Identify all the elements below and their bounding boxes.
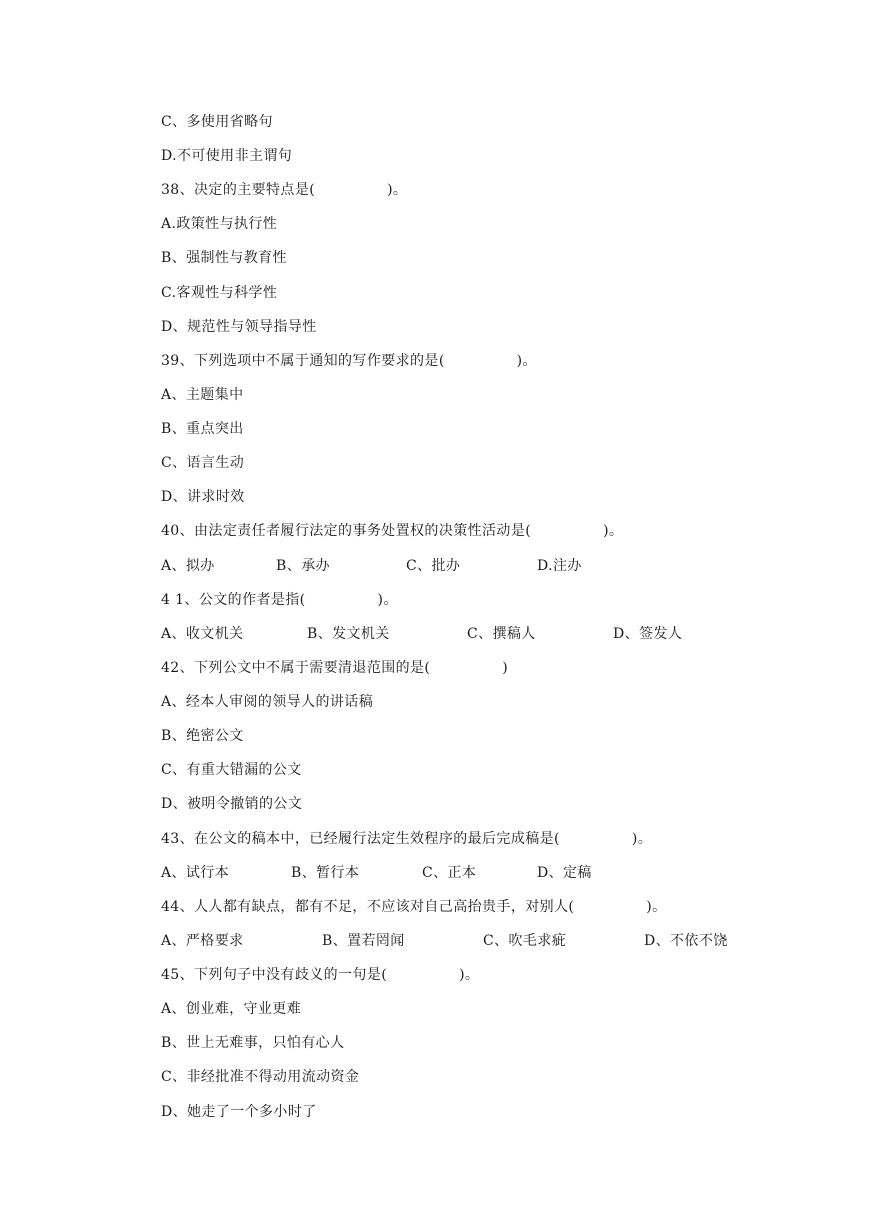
q38-option-b: B、强制性与教育性 — [161, 250, 287, 266]
q45-option-b: B、世上无难事，只怕有心人 — [161, 1035, 345, 1051]
q41-question: 4 1、公文的作者是指( )。 — [161, 592, 398, 608]
q43-option-b: B、暂行本 — [291, 865, 360, 881]
q39-option-b: B、重点突出 — [161, 421, 244, 437]
q38-option-a: A.政策性与执行性 — [161, 216, 278, 232]
q43-question: 43、在公文的稿本中，已经履行法定生效程序的最后完成稿是( )。 — [161, 831, 653, 847]
q39-option-c: C、语言生动 — [161, 455, 245, 471]
q43-option-c: C、正本 — [422, 865, 477, 881]
q39-option-d: D、讲求时效 — [161, 489, 245, 505]
q45-option-a: A、创业难，守业更难 — [161, 1001, 302, 1017]
q42-option-d: D、被明令撤销的公文 — [161, 796, 303, 812]
q39-option-a: A、主题集中 — [161, 387, 244, 403]
q40-question: 40、由法定责任者履行法定的事务处置权的决策性活动是( )。 — [161, 523, 624, 539]
q39-question: 39、下列选项中不属于通知的写作要求的是( )。 — [161, 353, 537, 369]
q45-option-c: C、非经批准不得动用流动资金 — [161, 1069, 360, 1085]
q38-option-d: D、规范性与领导指导性 — [161, 319, 317, 335]
q40-option-d: D.注办 — [537, 558, 582, 574]
q44-option-b: B、置若罔闻 — [322, 933, 405, 949]
q38-question: 38、决定的主要特点是( )。 — [161, 182, 408, 198]
q45-question: 45、下列句子中没有歧义的一句是( )。 — [161, 967, 480, 983]
q42-option-b: B、绝密公文 — [161, 728, 244, 744]
q44-option-d: D、不依不饶 — [644, 933, 728, 949]
q40-option-c: C、批办 — [406, 558, 461, 574]
q42-option-a: A、经本人审阅的领导人的讲话稿 — [161, 694, 374, 710]
q44-option-c: C、吹毛求疵 — [483, 933, 567, 949]
q44-question: 44、人人都有缺点，都有不足，不应该对自己高抬贵手，对别人( )。 — [161, 899, 667, 915]
q41-option-c: C、撰稿人 — [467, 626, 536, 642]
q43-option-a: A、试行本 — [161, 865, 230, 881]
q42-question: 42、下列公文中不属于需要清退范围的是( ) — [161, 660, 509, 676]
q37-option-d: D.不可使用非主谓句 — [161, 148, 293, 164]
q42-option-c: C、有重大错漏的公文 — [161, 762, 302, 778]
q37-option-c: C、多使用省略句 — [161, 114, 273, 130]
q41-option-a: A、收文机关 — [161, 626, 244, 642]
q38-option-c: C.客观性与科学性 — [161, 285, 278, 301]
q40-option-a: A、拟办 — [161, 558, 215, 574]
q41-option-d: D、签发人 — [613, 626, 683, 642]
q40-option-b: B、承办 — [276, 558, 330, 574]
q43-option-d: D、定稿 — [537, 865, 592, 881]
q44-option-a: A、严格要求 — [161, 933, 244, 949]
q41-option-b: B、发文机关 — [307, 626, 390, 642]
q45-option-d: D、她走了一个多小时了 — [161, 1104, 317, 1120]
